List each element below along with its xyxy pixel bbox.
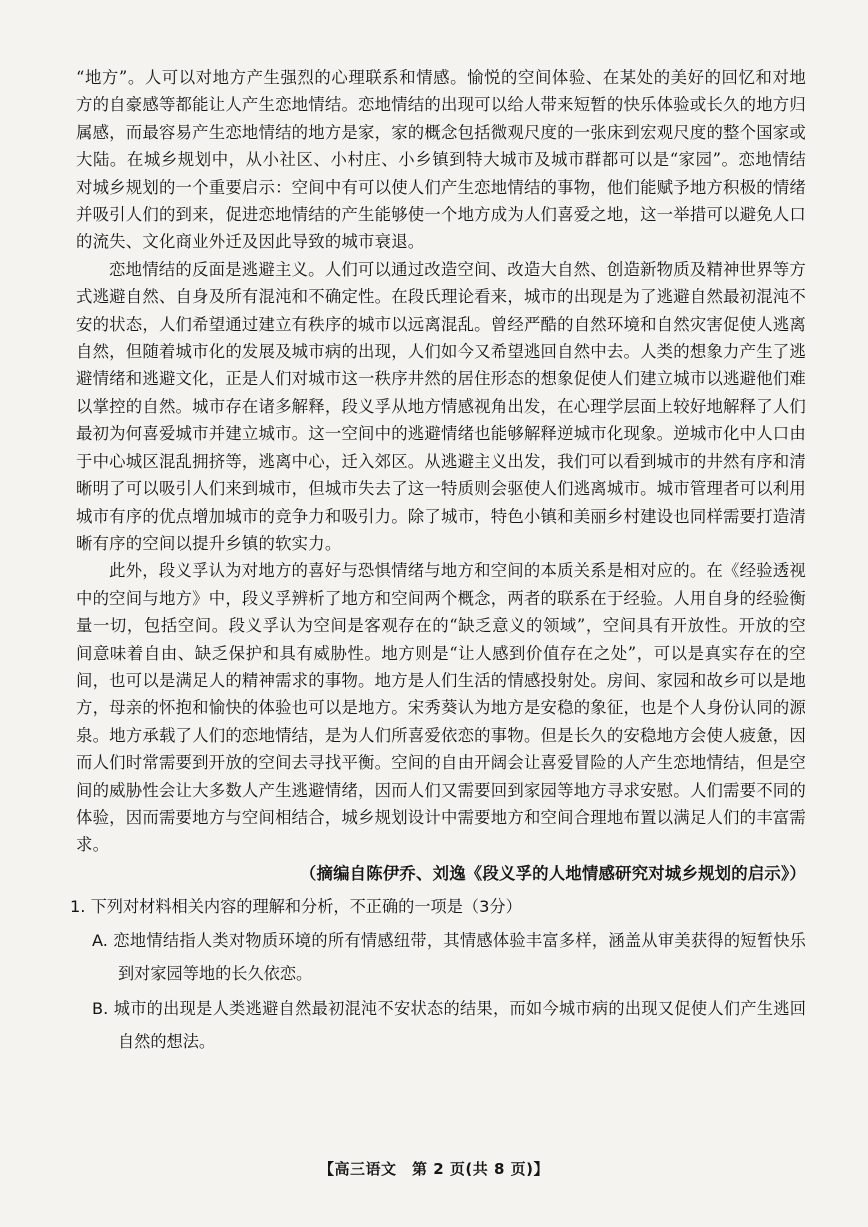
question-block: [70, 892, 806, 1058]
paragraph-2: 恋地情结的反面是逃避主义。人们可以通过改造空间、改造大自然、创造新物质及精神世界等方式逃避自然、自身及所有混沌和不确定性。在段氏理论看来，城市的出现是为了逃避自然最初混沌不安的状态，人们希望通过建立有秩序的城市以远离混乱。曾经严酷的自然环境和自然灾害促使人逃离自然，但随着城市化的发展及城市病的出现，人们如今又希望逃回自然中去。人类的想象力产生了逃避情绪和逃避文化，正是人们对城市这一秩序井然的居住形态的想象促使人们建立城市以逃避他们难以掌控的自然。城市存在诸多解释，段义孚从地方情感视角出发，在心理学层面上较好地解释了人们最初为何喜爱城市并建立城市。这一空间中的逃避情绪也能够解释逆城市化现象。逆城市化中人口由于中心城区混乱拥挤等，逃离中心，迁入郊区。从逃避主义出发，我们可以看到城市的井然有序和清晰明了可以吸引人们来到城市，但城市失去了这一特质则会驱使人们逃离城市。城市管理者可以利用城市有序的优点增加城市的竞争力和吸引力。除了城市，特色小镇和美丽乡村建设也同样需要打造清晰有序的空间以提升乡镇的软实力。: [76, 259, 806, 553]
question-stem: 1. 下列对材料相关内容的理解和分析，不正确的一项是（3分）: [70, 896, 522, 916]
paragraph-3: 此外，段义孚认为对地方的喜好与恐惧情绪与地方和空间的本质关系是相对应的。在《经验透视中的空间与地方》中，段义孚辨析了地方和空间两个概念，两者的联系在于经验。人用自身的经验衡量一切，包括空间。段义孚认为空间是客观存在的“缺乏意义的领域”，空间具有开放性。开放的空间意味着自由、缺乏保护和具有威胁性。地方则是“让人感到价值存在之处”，可以是真实存在的空间，也可以是满足人的精神需求的事物。地方是人们生活的情感投射处。房间、家园和故乡可以是地方，母亲的怀抱和愉快的体验也可以是地方。宋秀葵认为地方是安稳的象征，也是个人身份认同的源泉。地方承载了人们的恋地情结，是为人们所喜爱依恋的事物。但是长久的安稳地方会使人疲惫，因而人们时常需要到开放的空间去寻找平衡。空间的自由开阔会让喜爱冒险的人产生恋地情结，但是空间的威胁性会让大多数人产生逃避情绪，因而人们又需要回到家园等地方寻求安慰。人们需要不同的体验，因而需要地方与空间相结合，城乡规划设计中需要地方和空间合理地布置以满足人们的丰富需求。: [76, 561, 806, 855]
source-citation: （摘编自陈伊乔、刘逸《段义孚的人地情感研究对城乡规划的启示》）: [299, 863, 806, 883]
option-a: A. 恋地情结指人类对物质环境的所有情感纽带，其情感体验丰富多样，涵盖从审美获得的短暂快乐到对家园等地的长久依恋。: [92, 930, 806, 983]
option-b: B. 城市的出现是人类逃避自然最初混沌不安状态的结果，而如今城市病的出现又促使人们产生逃回自然的想法。: [92, 998, 806, 1051]
paragraph-1: “地方”。人可以对地方产生强烈的心理联系和情感。愉悦的空间体验、在某处的美好的回忆和对地方的自豪感等都能让人产生恋地情结。恋地情结的出现可以给人带来短暂的快乐体验或长久的地方归属感，而最容易产生恋地情结的地方是家，家的概念包括微观尺度的一张床到宏观尺度的整个国家或大陆。在城乡规划中，从小社区、小村庄、小乡镇到特大城市及城市群都可以是“家园”。恋地情结对城乡规划的一个重要启示：空间中有可以使人们产生恋地情结的事物，他们能赋予地方积极的情绪并吸引人们的到来，促进恋地情结的产生能够使一个地方成为人们喜爱之地，这一举措可以避免人口的流失、文化商业外迁及因此导致的城市衰退。: [76, 68, 806, 252]
page-footer: 【高三语文 第 2 页(共 8 页)】: [319, 1160, 549, 1178]
